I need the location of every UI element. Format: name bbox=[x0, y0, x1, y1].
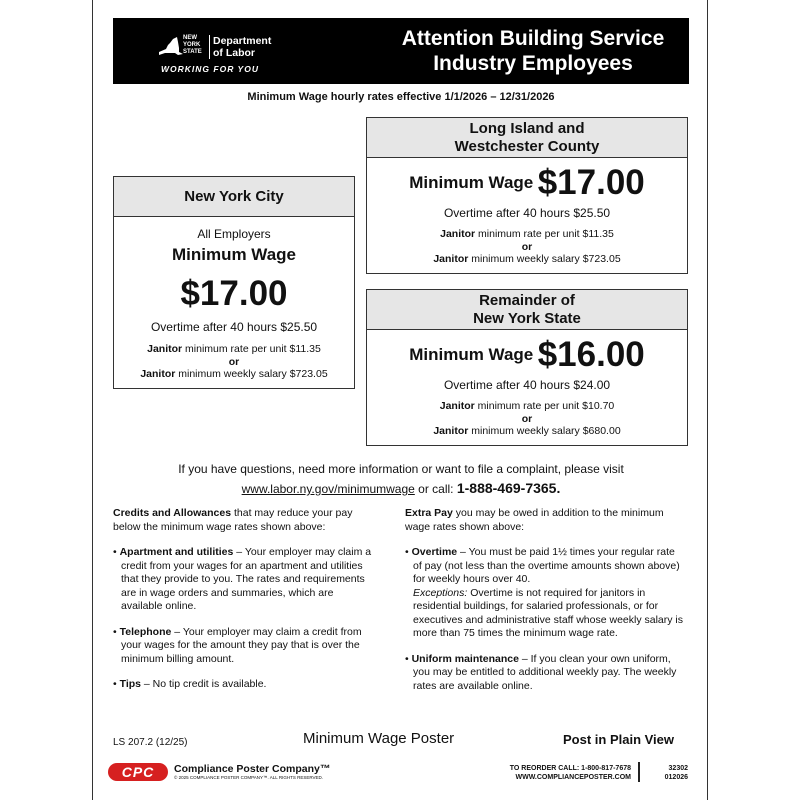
effective-dates: Minimum Wage hourly rates effective 1/1/2026 – 12/31/2026 bbox=[247, 91, 555, 103]
minimum-wage-link[interactable]: www.labor.ny.gov/minimumwage bbox=[241, 482, 415, 496]
nys-dol-logo bbox=[157, 34, 287, 74]
long-island-heading: Long Island and Westchester County bbox=[367, 118, 687, 158]
remainder-minimum-wage: Minimum Wage $16.00 bbox=[409, 335, 645, 374]
credit-apartment: • Apartment and utilities – Your employer may claim a credit from your wages for an apartment and utilities that they provide to you. The rates and requirements are in wage orders and summaries, which are available online. bbox=[113, 546, 372, 612]
remainder-overtime: Overtime after 40 hours $24.00 bbox=[443, 378, 611, 392]
new-york-state-icon bbox=[157, 36, 185, 58]
nyc-rate: $17.00 bbox=[180, 274, 288, 313]
logo-divider bbox=[209, 35, 210, 59]
poster bbox=[92, 0, 708, 800]
long-island-box bbox=[366, 117, 688, 274]
footer-divider bbox=[638, 762, 640, 782]
publisher-bar bbox=[108, 762, 693, 784]
credit-tips: • Tips – No tip credit is available. bbox=[113, 678, 267, 690]
remainder-heading: Remainder of New York State bbox=[367, 290, 687, 330]
publisher-name: Compliance Poster Company™ bbox=[174, 763, 331, 775]
nyc-overtime: Overtime after 40 hours $25.50 bbox=[150, 320, 318, 334]
tagline: WORKING FOR YOU bbox=[161, 64, 259, 74]
long-island-minimum-wage: Minimum Wage $17.00 bbox=[409, 163, 645, 202]
header-banner bbox=[113, 18, 689, 84]
long-island-overtime: Overtime after 40 hours $25.50 bbox=[443, 206, 611, 220]
remainder-rate: $16.00 bbox=[537, 335, 645, 374]
poster-codes: 32302 012026 bbox=[664, 765, 688, 781]
remainder-janitor-rates: Janitor minimum rate per unit $10.70 or Janitor minimum weekly salary $680.00 bbox=[433, 400, 621, 437]
nyc-janitor-rates: Janitor minimum rate per unit $11.35 or Janitor minimum weekly salary $723.05 bbox=[140, 343, 328, 380]
form-code: LS 207.2 (12/25) bbox=[113, 737, 188, 748]
nyc-minimum-wage-label: Minimum Wage bbox=[171, 245, 297, 264]
extra-pay-uniform: • Uniform maintenance – If you clean your own uniform, you may be entitled to additional weekly pay. The weekly rates are available online. bbox=[405, 652, 677, 692]
poster-name: Minimum Wage Poster bbox=[303, 730, 455, 747]
long-island-rate: $17.00 bbox=[537, 163, 645, 202]
nyc-heading: New York City bbox=[114, 177, 354, 217]
publisher-rights: © 2025 COMPLIANCE POSTER COMPANY™. ALL RIGHTS RESERVED. bbox=[174, 775, 324, 780]
department-name: Department of Labor bbox=[213, 35, 272, 59]
cpc-logo: CPC bbox=[108, 763, 168, 781]
contact-info: If you have questions, need more information or want to file a complaint, please visit www.labor.ny.gov/minimumwage or call: 1-888-469-7365. bbox=[178, 462, 624, 496]
credits-intro: Credits and Allowances that may reduce your pay below the minimum wage rates shown above: bbox=[113, 507, 353, 533]
extra-pay-column bbox=[405, 507, 685, 705]
reorder-info: TO REORDER CALL: 1-800-817-7678 WWW.COMPLIANCEPOSTER.COM bbox=[509, 765, 631, 781]
credit-telephone: • Telephone – Your employer may claim a credit from your wages for the amount they pay that is over the minimum billing amount. bbox=[113, 625, 362, 665]
post-instruction: Post in Plain View bbox=[563, 732, 675, 747]
nyc-all-employers: All Employers bbox=[197, 227, 271, 241]
extra-pay-overtime: • Overtime – You must be paid 1½ times your regular rate of pay (not less than the overtime amounts shown above) for weekly hours over 40. Exceptions: Overtime is not required for janitors in residential buildings, for salaried professionals, or for executives and administrative staff whose weekly salary is more than 75 times the minimum wage rate. bbox=[405, 546, 684, 639]
nyc-box bbox=[113, 176, 355, 389]
extra-pay-intro: Extra Pay you may be owed in addition to the minimum wage rates shown above: bbox=[405, 507, 664, 533]
phone-number[interactable]: 1-888-469-7365. bbox=[456, 480, 561, 496]
state-logo-text: NEW YORK STATE bbox=[183, 35, 202, 55]
page-title: Attention Building Service Industry Employees bbox=[401, 27, 665, 75]
long-island-janitor-rates: Janitor minimum rate per unit $11.35 or Janitor minimum weekly salary $723.05 bbox=[433, 228, 621, 265]
remainder-box bbox=[366, 289, 688, 446]
credits-column bbox=[113, 507, 375, 704]
